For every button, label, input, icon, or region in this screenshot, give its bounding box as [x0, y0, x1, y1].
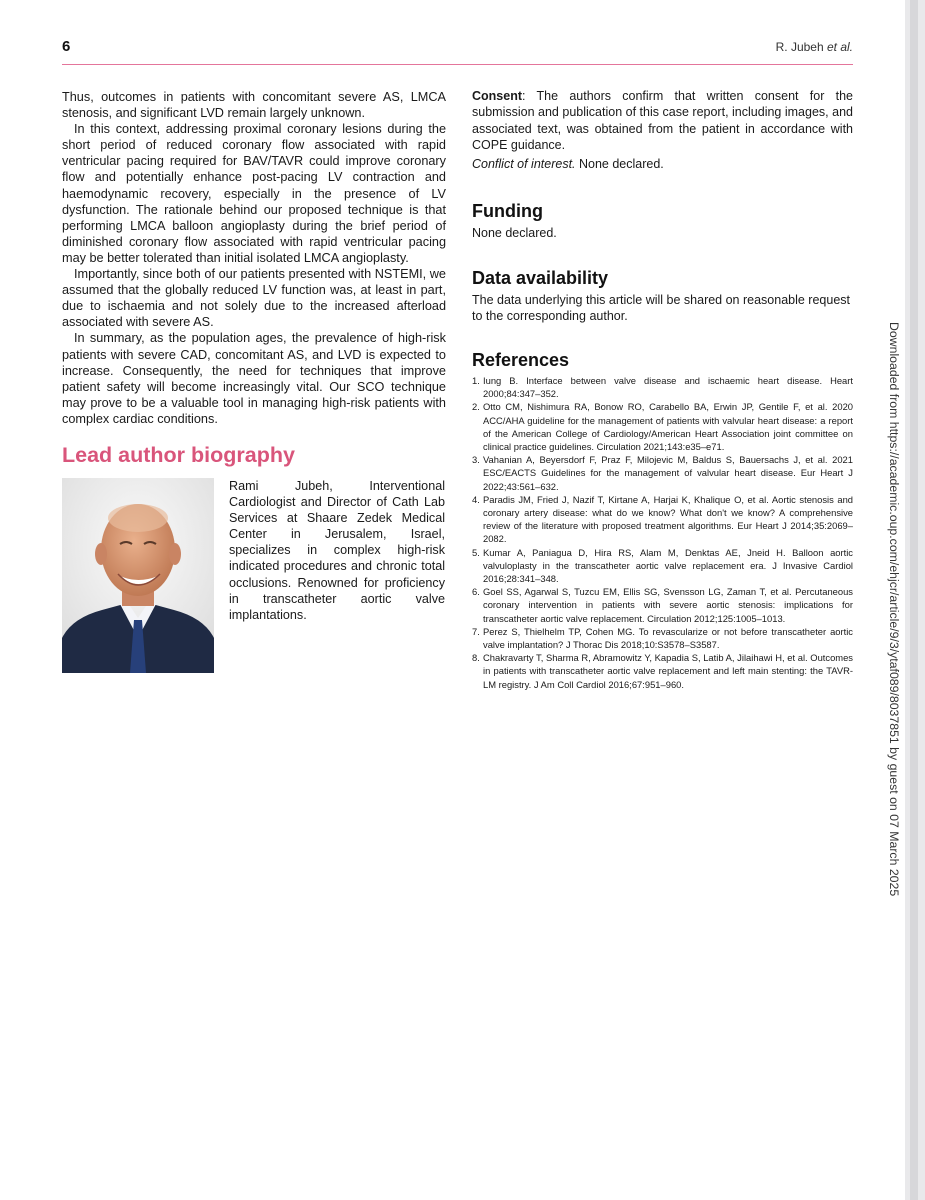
consent-block [472, 88, 853, 153]
reference-item [472, 585, 853, 625]
reference-number: 1. [472, 375, 480, 386]
header-rule [62, 64, 853, 65]
reference-number: 6. [472, 586, 480, 598]
reference-number: 5. [472, 546, 480, 558]
reference-text: Perez S, Thielhelm TP, Cohen MG. To revascularize or not before transcatheter aortic valve implantation? J Thorac Dis 2018;10:S3578–S3587. [483, 625, 853, 651]
lead-author-bio: Rami Jubeh, Interventional Cardiologist and Director of Cath Lab Services at Shaare Zedek Medical Center in Jerusalem, Israel, specializes in complex high-risk indicated procedures and chronic total occlusions. Renowned for proficiency in transcatheter aortic valve implantations. [229, 479, 445, 622]
reference-number: 7. [472, 625, 480, 637]
author-name: R. Jubeh [775, 40, 824, 54]
consent-text: : The authors confirm that written consent for the submission and publication of this case report, including images, and associated text, was obtained from the patient in accordance with COPE guidance. [472, 89, 853, 152]
reference-text: Kumar A, Paniagua D, Hira RS, Alam M, Denktas AE, Jneid H. Balloon aortic valvuloplasty in the transcatheter aortic valve replacement era. J Invasive Cardiol 2016;28:341–348. [483, 546, 853, 585]
coi-text: None declared. [575, 157, 664, 171]
reference-item [472, 625, 853, 651]
paragraph: In summary, as the population ages, the prevalence of high-risk patients with severe CAD, concomitant AS, and LVD is expected to increase. Consequently, the need for techniques that improve patient safety will become increasingly vital. Our SCO technique may prove to be a valuable tool in managing high-risk patients with complex cardiac conditions. [62, 331, 446, 426]
reference-text: Vahanian A, Beyersdorf F, Praz F, Milojevic M, Baldus S, Bauersachs J, et al. 2021 ESC/EACTS Guidelines for the management of valvular heart disease. Eur Heart J 2022;43:561–632. [483, 454, 853, 492]
author-portrait-illustration [62, 478, 214, 673]
data-availability-heading: Data availability [472, 268, 609, 288]
conflict-of-interest [472, 157, 664, 171]
consent-statement [472, 88, 853, 153]
page-number: 6 [62, 38, 71, 55]
data-availability-text: The data underlying this article will be shared on reasonable request to the corresponding author. [472, 293, 851, 324]
reference-text: Goel SS, Agarwal S, Tuzcu EM, Ellis SG, Svensson LG, Zaman T, et al. Percutaneous coronary intervention in patients with severe aortic stenosis: implications for transcatheter aortic valve replacement. Circulation 2012;125:1005–1013. [483, 586, 853, 624]
coi-label: Conflict of interest. [472, 157, 576, 171]
left-column-text [62, 89, 446, 427]
reference-text: Otto CM, Nishimura RA, Bonow RO, Carabello BA, Erwin JP, Gentile F, et al. 2020 ACC/AHA guideline for the management of patients with valvular heart disease: a report of the American College of Cardiology/American Heart Association joint committee on clinical practice guidelines. Circulation 2021;143:e35–e71. [483, 401, 853, 453]
reference-number: 2. [472, 401, 480, 413]
author-photo [62, 478, 214, 673]
funding-heading: Funding [472, 201, 543, 221]
reference-text: Paradis JM, Fried J, Nazif T, Kirtane A, Harjai K, Khalique O, et al. Aortic stenosis and coronary artery disease: what do we know? What don't we know? A comprehensive review of the literature with proposed treatment algorithms. Eur Heart J 2014;35:2069–2082. [483, 493, 853, 545]
reference-item [472, 651, 853, 691]
paragraph: Thus, outcomes in patients with concomitant severe AS, LMCA stenosis, and significant LVD remain largely unknown. [62, 90, 446, 121]
reference-item [472, 453, 853, 493]
reference-item [472, 493, 853, 546]
references-list [472, 374, 853, 691]
references-heading: References [472, 350, 570, 370]
lead-author-heading: Lead author biography [62, 443, 295, 467]
consent-label: Consent [472, 89, 522, 103]
reference-number: 3. [472, 454, 480, 466]
reference-text: Chakravarty T, Sharma R, Abramowitz Y, Kapadia S, Latib A, Jilaihawi H, et al. Outcomes in patients with transcatheter aortic valve replacement and left main stenting: the TAVR-LM registry. J Am Coll Cardiol 2016;67:951–960. [483, 652, 853, 690]
vertical-scrollbar[interactable] [910, 0, 918, 1200]
funding-text: None declared. [472, 226, 557, 240]
download-watermark [887, 322, 901, 897]
download-watermark-text: Downloaded from https://academic.oup.com/ehjcr/article/9/3/ytaf089/8037851 by guest on 07 March 2025 [887, 322, 901, 897]
author-suffix: et al. [826, 40, 853, 54]
reference-item [472, 400, 853, 453]
paragraph: In this context, addressing proximal coronary lesions during the short period of reduced coronary flow associated with rapid ventricular pacing required for BAV/TAVR could improve coronary flow and potentially enhance post-pacing LV contraction and haemodynamic recovery, especially in the presence of LV dysfunction. The rationale behind our proposed technique is that performing LMCA balloon angioplasty during the brief period of diminished coronary flow associated with rapid ventricular pacing may be better tolerated than initial isolated LMCA angioplasty. [62, 122, 446, 265]
running-head-author [776, 40, 853, 54]
paragraph: Importantly, since both of our patients presented with NSTEMI, we assumed that the globally reduced LV function was, at least in part, due to ischaemia and not solely due to the increased afterload associated with severe AS. [62, 267, 446, 330]
reference-number: 8. [472, 652, 480, 664]
reference-number: 4. [472, 493, 480, 505]
reference-text: Iung B. Interface between valve disease and ischaemic heart disease. Heart 2000;84:347–352. [483, 375, 853, 400]
reference-item [472, 546, 853, 586]
reference-item [472, 374, 853, 400]
